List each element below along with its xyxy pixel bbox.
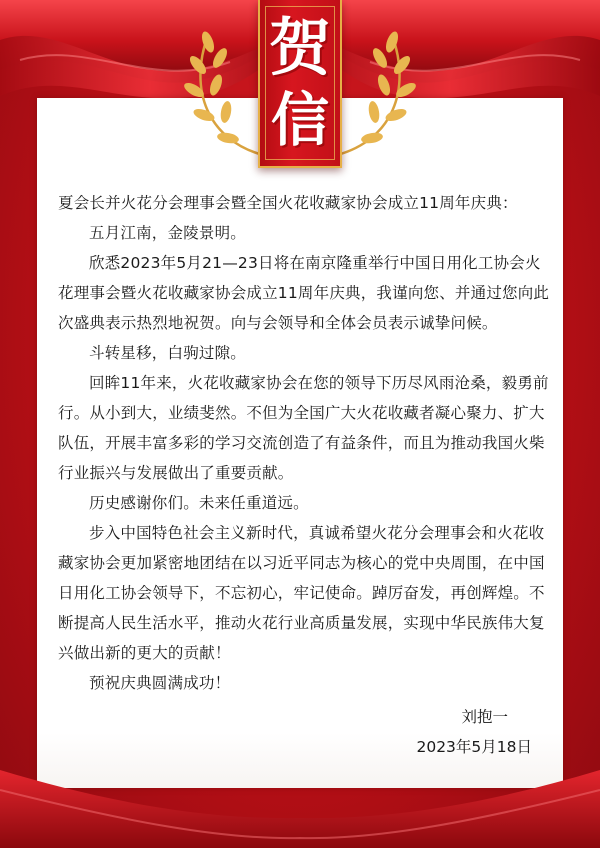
letter-date: 2023年5月18日 [416,738,532,756]
salutation: 夏会长并火花分会理事会暨全国火花收藏家协会成立11周年庆典： [58,194,518,212]
title-char-he: 贺 [268,11,331,84]
paragraph: 预祝庆典圆满成功！ [89,674,231,692]
bottom-drape-decoration [0,760,600,848]
letter-body [58,188,550,698]
title-banner [258,0,342,168]
paragraph: 步入中国特色社会主义新时代，真诚希望火花分会理事会和火花收藏家协会更加紧密地团结在以习近平同志为核心的党中央周围，在中国日用化工协会领导下，不忘初心，牢记使命。踔厉奋发，再创辉煌。不断提高人民生活水平，推动火花行业高质量发展，实现中华民族伟大复兴做出新的更大的贡献！ [58,524,545,662]
paragraph: 斗转星移，白驹过隙。 [89,344,247,362]
paragraph: 历史感谢你们。未来任重道远。 [89,494,309,512]
paragraph: 回眸11年来，火花收藏家协会在您的领导下历尽风雨沧桑，毅勇前行。从小到大，业绩斐然。不但为全国广大火花收藏者凝心聚力、扩大队伍，开展丰富多彩的学习交流创造了有益条件，而且为推动我国火柴行业振兴与发展做出了重要贡献。 [58,374,549,482]
signature: 刘抱一 [461,708,508,726]
paragraph: 五月江南，金陵景明。 [89,224,247,242]
title-char-xin: 信 [270,86,329,154]
paragraph: 欣悉2023年5月21—23日将在南京隆重举行中国日用化工协会火花理事会暨火花收藏家协会成立11周年庆典，我谨向您、并通过您向此次盛典表示热烈地祝贺。向与会领导和全体会员表示诚挚问候。 [58,254,550,332]
